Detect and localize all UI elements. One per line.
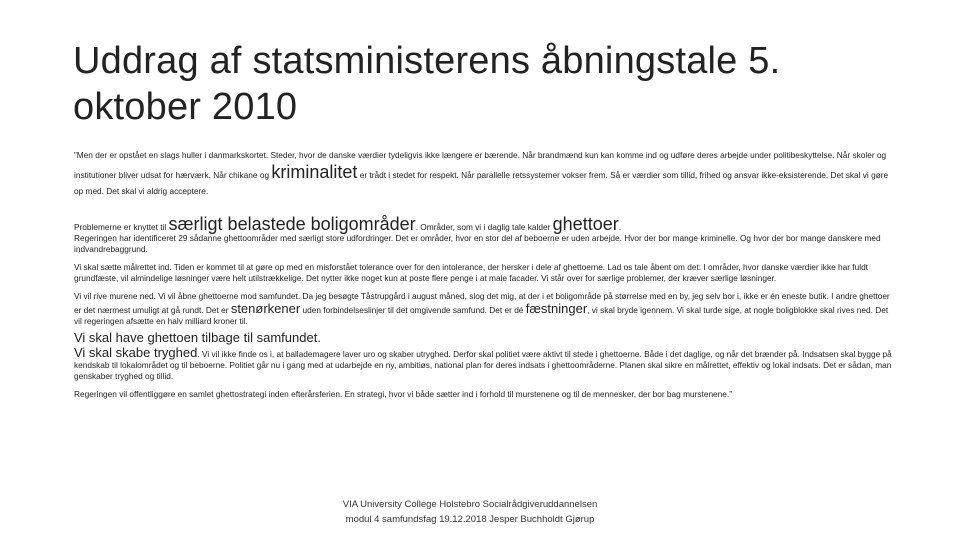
paragraph-5-text-b: uden forbindelseslinjer til det omgivende samfund. Det er dé: [302, 305, 524, 315]
footer-line-1: VIA University College Holstebro Socialrådgiveruddannelsen: [342, 499, 598, 510]
paragraph-2-text-a: Problemerne er knyttet til: [74, 222, 167, 232]
speech-excerpt: [74, 147, 894, 400]
paragraph-8: Regeringen vil offentliggøre en samlet ghettostrategi inden efterårsferien. En strategi, hvor vi både sætter ind i forhold til murstenene og til de mennesker, der bor bag murstenene.”: [74, 389, 732, 399]
paragraph-6-text: Vi skal have ghettoen tilbage til samfundet: [74, 330, 318, 345]
paragraph-7: [74, 346, 894, 382]
paragraph-5-text-c: , vi skal bryde igennem. Vi skal turde sige, at nogle boligblokke skal rives ned. Det vil regeringen afsætte en halv milliard kroner til.: [74, 305, 889, 326]
paragraph-1-text-b: er trådt i stedet for respekt. Når parallelle retssystemer vokser frem. Så er værdier som tillid, frihed og ansvar ikke-eksisterende. Det skal vi gøre op med. Det skal vi aldrig acceptere.: [74, 170, 889, 196]
paragraph-3: Regeringen har identificeret 29 sådanne ghettoområder med særligt store udfordringer. Det er områder, hvor en stor del af beboerne er uden arbejde. Hvor der bor mange kriminelle. Og hvor der bor mange danskere med indvandrebaggrund.: [74, 233, 881, 254]
slide-title: Uddrag af statsministerens åbningstale 5. oktober 2010: [73, 40, 781, 128]
paragraph-6: [74, 329, 894, 346]
paragraph-5: [74, 291, 894, 327]
footer-line-2: modul 4 samfundsfag 19.12.2018 Jesper Buchholdt Gjørup: [345, 514, 595, 525]
emphasis-stenoerkener: stenørkener: [230, 301, 301, 316]
slide-footer: [300, 497, 640, 527]
paragraph-2: [74, 215, 894, 233]
paragraph-6-period: .: [317, 330, 321, 345]
emphasis-tryghed: Vi skal skabe tryghed: [74, 345, 198, 360]
emphasis-faestninger: fæstninger: [525, 301, 588, 316]
paragraph-1: [74, 147, 894, 199]
paragraph-5-text-a: Vi vil rive murene ned. Vi vil åbne ghettoerne mod samfundet. Da jeg besøgte Tåstrupgård i august måned, slog det mig, at der i et boligområde på størrelse med en by, jeg selv bor i, ikke er én eneste butik. I andre ghettoer er det nærmest umuligt at gå rundt. Det er: [74, 291, 890, 315]
emphasis-boligomraader: særligt belastede boligområder: [168, 214, 416, 234]
emphasis-kriminalitet: kriminalitet: [271, 162, 358, 182]
paragraph-1-text-a: ”Men der er opstået en slags huller i danmarkskortet. Steder, hvor de danske værdier tydeligvis ikke længere er bærende. Når brandmænd kun kan komme ind og udføre deres arbejde under politibeskyttelse. Når skoler og institutioner bliver udsat for hærværk. Når chikane og: [74, 150, 887, 180]
paragraph-2-text-c: .: [618, 222, 622, 232]
paragraph-2-text-b: . Områder, som vi i daglig tale kalder: [415, 222, 551, 232]
emphasis-ghettoer: ghettoer: [552, 214, 619, 234]
paragraph-7-text: . Vi vil ikke finde os i, at ballademagere laver uro og skaber utryghed. Derfor skal politiet være aktivt til stede i ghettoerne. Både i det daglige, og når det brænder på. Indsatsen skal bygge på kendskab til lokalområdet og til beboerne. Politiet går nu i gang med at udarbejde en ny, ambitiøs, national plan for deres indsats i ghettoområderne. Planen skal sikre en målrettet, effektiv og lokal indsats. Det er sådan, man genskaber tryghed og tillid.: [74, 349, 892, 381]
paragraph-4: Vi skal sætte målrettet ind. Tiden er kommet til at gøre op med en misforstået tolerance over for den intolerance, der hersker i dele af ghettoerne. Lad os tale åbent om det: I områder, hvor danske værdier ikke har fuldt grundfæste, vil almindelige løsninger være helt utilstrækkelige. Det nytter ikke noget kun at poste flere penge i at male facader. Vi står over for særlige problemer, der kræver særlige løsninger.: [74, 262, 868, 283]
